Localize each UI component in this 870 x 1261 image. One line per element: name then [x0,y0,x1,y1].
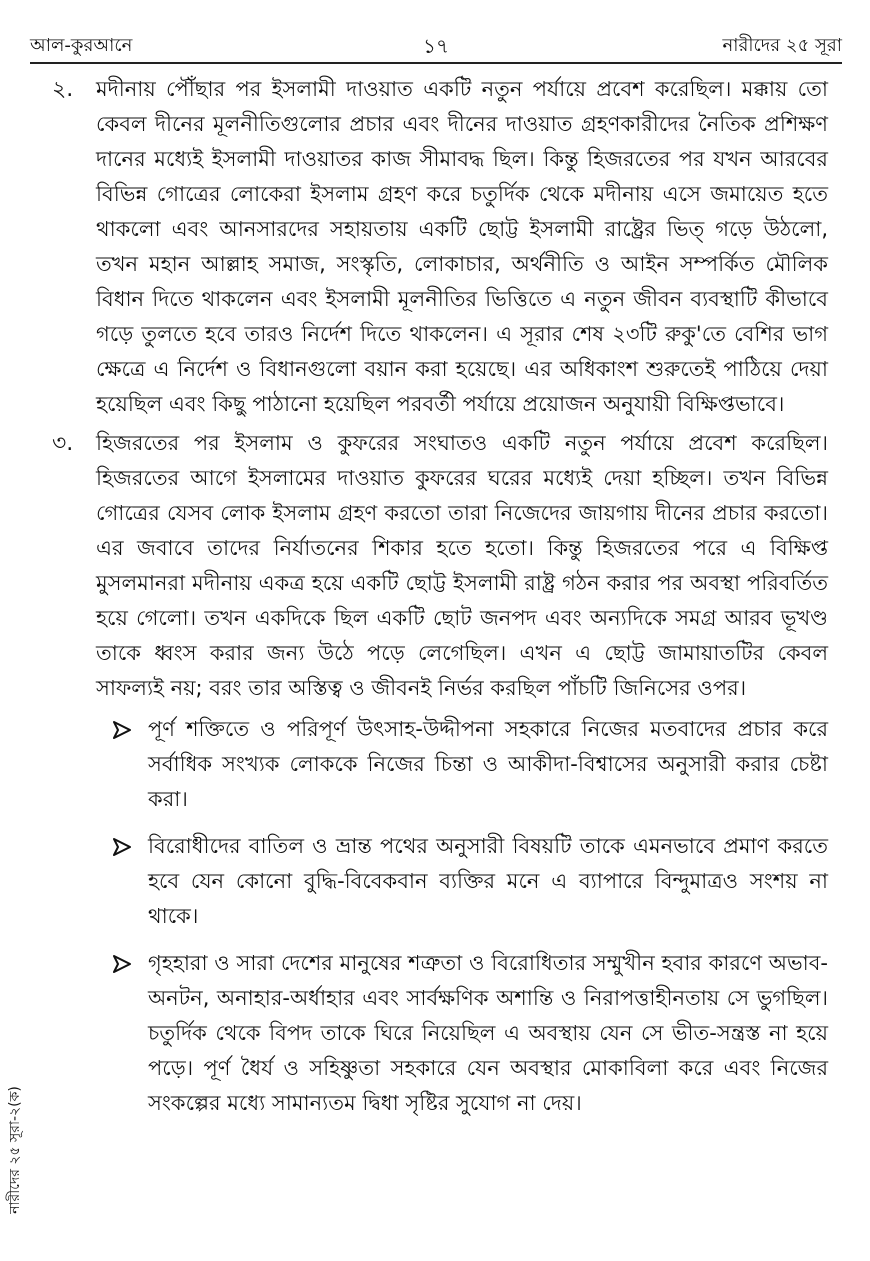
point-3 [52,426,828,706]
arrowhead-bullet-icon [112,954,132,974]
main-content [52,72,828,1133]
point-paragraph: মদীনায় পৌঁছার পর ইসলামী দাওয়াত একটি নতুন পর্যায়ে প্রবেশ করেছিল। মক্কায় তো কেবল দীনের মূলনীতিগুলোর প্রচার এবং দীনের দাওয়াত গ্রহণকারীদের নৈতিক প্রশিক্ষণ দানের মধ্যেই ইসলামী দাওয়াতর কাজ সীমাবদ্ধ ছিল। কিন্তু হিজরতের পর যখন আরবের বিভিন্ন গোত্রের লোকেরা ইসলাম গ্রহণ করে চতুর্দিক থেকে মদীনায় এসে জমায়েত হতে থাকলো এবং আনসারদের সহায়তায় একটি ছোট্ট ইসলামী রাষ্ট্রের ভিত্ গড়ে উঠলো, তখন মহান আল্লাহ সমাজ, সংস্কৃতি, লোকাচার, অর্থনীতি ও আইন সম্পর্কিত মৌলিক বিধান দিতে থাকলেন এবং ইসলামী মূলনীতির ভিত্তিতে এ নতুন জীবন ব্যবস্থাটি কীভাবে গড়ে তুলতে হবে তারও নির্দেশ দিতে থাকলেন। এ সূরার শেষ ২৩টি রুকু'তে বেশির ভাগ ক্ষেত্রে এ নির্দেশ ও বিধানগুলো বয়ান করা হয়েছে। এর অধিকাংশ শুরুতেই পাঠিয়ে দেয়া হয়েছিল এবং কিছু পাঠানো হয়েছিল পরবর্তী পর্যায়ে প্রয়োজন অনুযায়ী বিক্ষিপ্তভাবে। [96,77,828,416]
side-footer [4,1055,26,1245]
point-2 [52,72,828,422]
bullet-item [110,712,828,817]
arrowhead-bullet-icon [112,720,132,740]
arrowhead-bullet-icon [112,837,132,857]
bullet-text: বিরোধীদের বাতিল ও ভ্রান্ত পথের অনুসারী বিষয়টি তাকে এমনভাবে প্রমাণ করতে হবে যেন কোনো বুদ্ধি-বিবেকবান ব্যক্তির মনে এ ব্যাপারে বিন্দুমাত্রও সংশয় না থাকে। [148,834,828,928]
point-number: ৩. [52,431,74,456]
bullet-text: গৃহহারা ও সারা দেশের মানুষের শত্রুতা ও বিরোধিতার সম্মুখীন হবার কারণে অভাব-অনটন, অনাহার-অর্ধাহার এবং সার্বক্ষণিক অশান্তি ও নিরাপত্তাহীনতায় সে ভুগছিল। চতুর্দিক থেকে বিপদ তাকে ঘিরে নিয়েছিল এ অবস্থায় যেন সে ভীত-সন্ত্রস্ত না হয়ে পড়ে। পূর্ণ ধৈর্য ও সহিষ্ণুতা সহকারে যেন অবস্থার মোকাবিলা করে এবং নিজের সংকল্পের মধ্যে সামান্যতম দ্বিধা সৃষ্টির সুযোগ না দেয়। [148,951,829,1115]
bullet-list [52,712,828,1121]
running-header [30,30,842,64]
side-footer-text: নারীদের ২৫ সূরা-২(ক) [7,1086,23,1214]
point-paragraph: হিজরতের পর ইসলাম ও কুফরের সংঘাতও একটি নতুন পর্যায়ে প্রবেশ করেছিল। হিজরতের আগে ইসলামের দাওয়াত কুফরের ঘরের মধ্যেই দেয়া হচ্ছিল। তখন বিভিন্ন গোত্রের যেসব লোক ইসলাম গ্রহণ করতো তারা নিজেদের জায়গায় দীনের প্রচার করতো। এর জবাবে তাদের নির্যাতনের শিকার হতে হতো। কিন্তু হিজরতের পরে এ বিক্ষিপ্ত মুসলমানরা মদীনায় একত্র হয়ে একটি ছোট্ট ইসলামী রাষ্ট্র গঠন করার পর অবস্থা পরিবর্তিত হয়ে গেলো। তখন একদিকে ছিল একটি ছোট জনপদ এবং অন্যদিকে সমগ্র আরব ভূখণ্ড তাকে ধ্বংস করার জন্য উঠে পড়ে লেগেছিল। এখন এ ছোট্ট জামায়াতটির কেবল সাফল্যই নয়; বরং তার অস্তিত্ব ও জীবনই নির্ভর করছিল পাঁচটি জিনিসের ওপর। [96,431,828,700]
point-number: ২. [52,77,74,102]
bullet-text: পূর্ণ শক্তিতে ও পরিপূর্ণ উৎসাহ-উদ্দীপনা সহকারে নিজের মতবাদের প্রচার করে সর্বাধিক সংখ্যক লোককে নিজের চিন্তা ও আকীদা-বিশ্বাসের অনুসারী করার চেষ্টা করা। [148,717,828,811]
header-book-title: আল-কুরআনে [30,35,133,56]
page-number: ১৭ [423,34,449,58]
bullet-item [110,946,828,1121]
bullet-item [110,829,828,934]
header-chapter-title: নারীদের ২৫ সূরা [722,35,842,56]
